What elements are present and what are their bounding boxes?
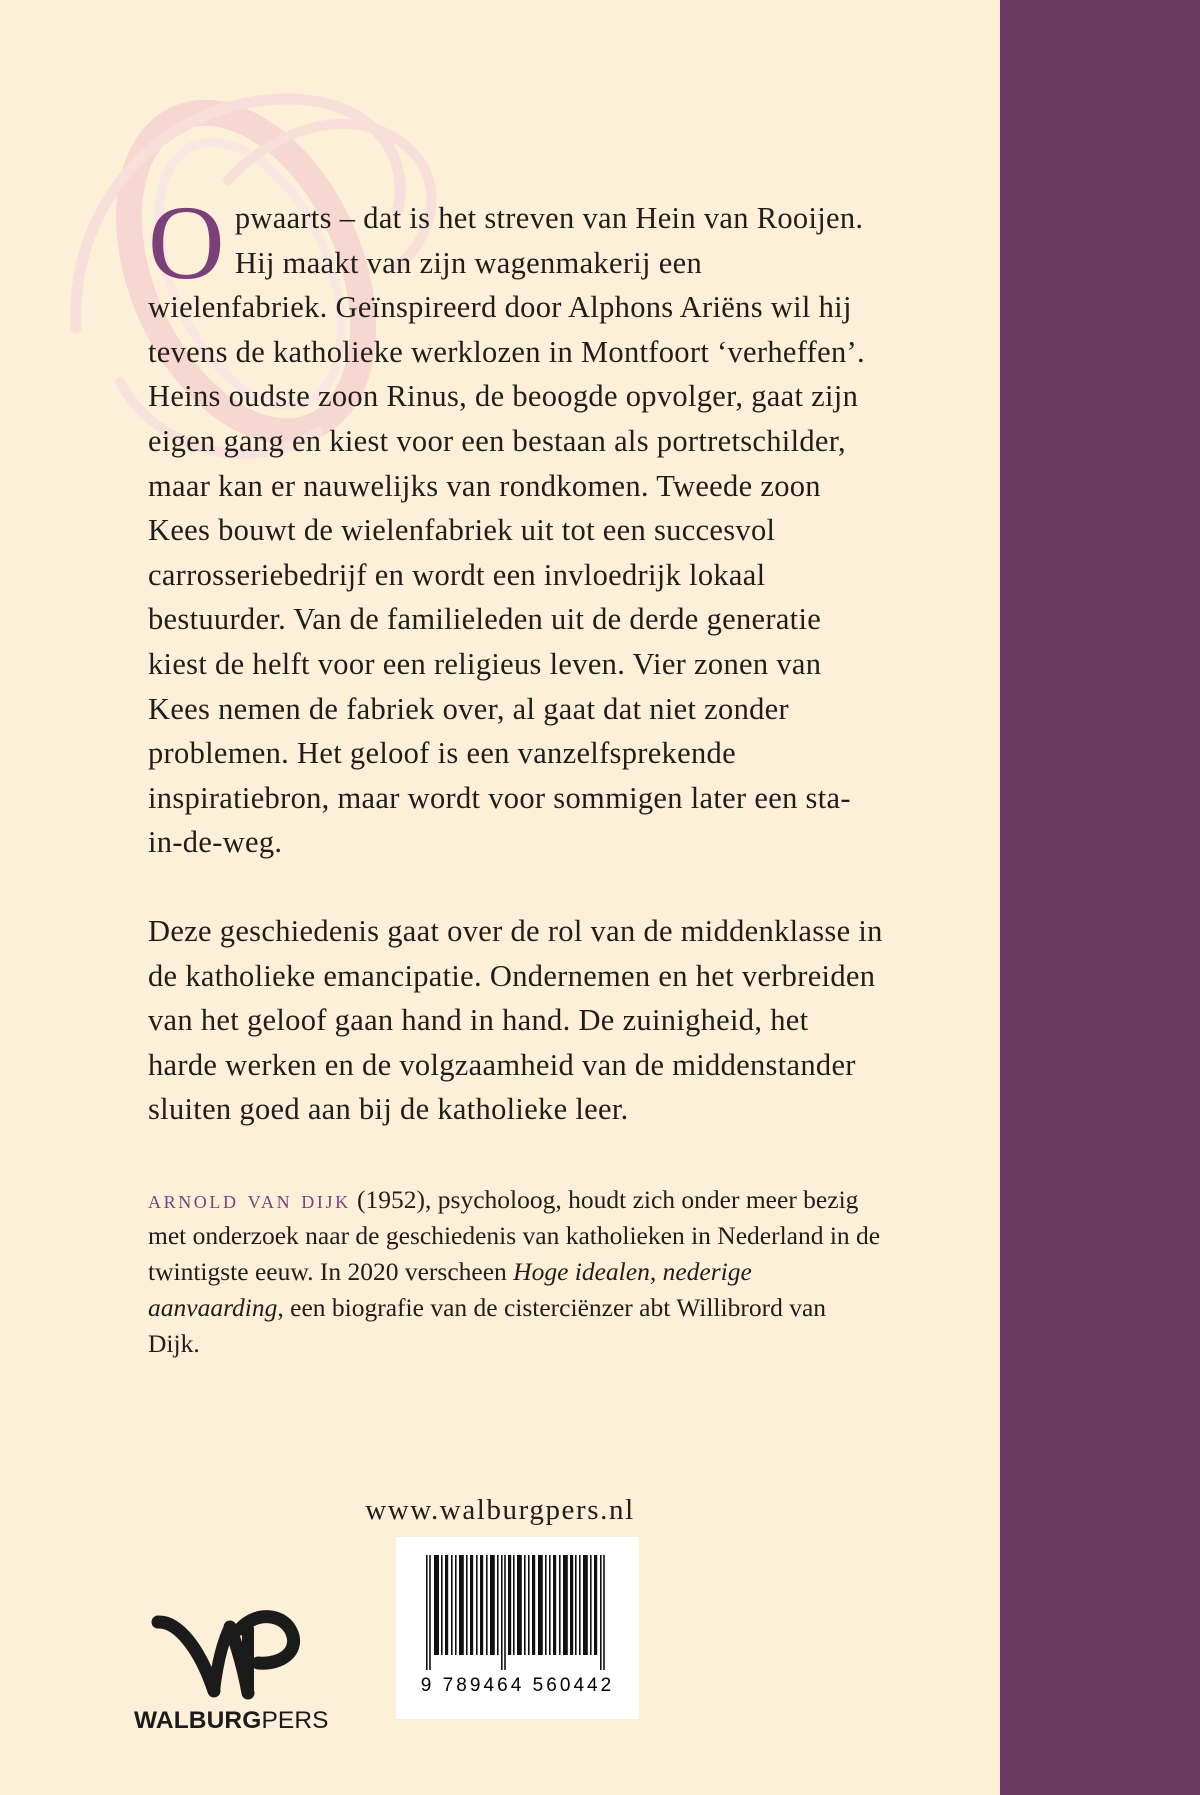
drop-cap: O [148,184,225,301]
wp-monogram-icon [144,1605,304,1705]
isbn-number: 9 789464 560442 [420,1675,615,1696]
author-bio [148,1182,883,1362]
bio-text-before-title: (1952), psycholoog, houdt zich onder meer bezig met onderzoek naar de geschiedenis van katholieken in Nederland in de twintigste eeuw. In 2020 verscheen [148,1184,881,1286]
author-name: arnold van dijk [148,1184,351,1214]
barcode-bars [426,1555,611,1670]
bio-text-after-title: , een biografie van de cisterciënzer abt Willibrord van Dijk. [148,1292,827,1358]
isbn-barcode [396,1537,639,1719]
spine-strip [1000,0,1200,1795]
publisher-word-walburg: WALBURG [134,1707,262,1734]
publisher-word-pers: PERS [261,1707,329,1734]
blurb-paragraph-2: Deze geschiedenis gaat over de rol van de middenklasse in de katholieke emancipatie. Ondernemen en het verbreiden van het geloof gaan hand in hand. De zuinigheid, het harde werken en de volgzaamheid van de middenstander sluiten goed aan bij de katholieke leer. [148,913,883,1127]
publisher-wordmark [134,1707,329,1735]
previous-book-title: Hoge idealen, nederige aanvaarding [148,1256,752,1322]
blurb-paragraph-1 [148,184,883,865]
publisher-logo [134,1605,329,1750]
back-cover-text-column [148,184,883,1387]
blurb-paragraph-1-text: pwaarts – dat is het streven van Hein van Rooijen. Hij maakt van zijn wagenmakerij een wielenfabriek. Geïnspireerd door Alphons Ariëns wil hij tevens de katholieke werklozen in Montfoort ‘verheffen’. Heins oudste zoon Rinus, de beoogde opvolger, gaat zijn eigen gang en kiest voor een bestaan als portretschilder, maar kan er nauwelijks van rondkomen. Tweede zoon Kees bouwt de wielenfabriek uit tot een succesvol carrosseriebedrijf en wordt een invloedrijk lokaal bestuurder. Van de familieleden uit de derde generatie kiest de helft voor een religieus leven. Vier zonen van Kees nemen de fabriek over, al gaat dat niet zonder problemen. Het geloof is een vanzelfsprekende inspiratiebron, maar wordt voor sommigen later een sta-in-de-weg. [148,201,865,860]
publisher-website-url[interactable]: www.walburgpers.nl [365,1494,635,1526]
